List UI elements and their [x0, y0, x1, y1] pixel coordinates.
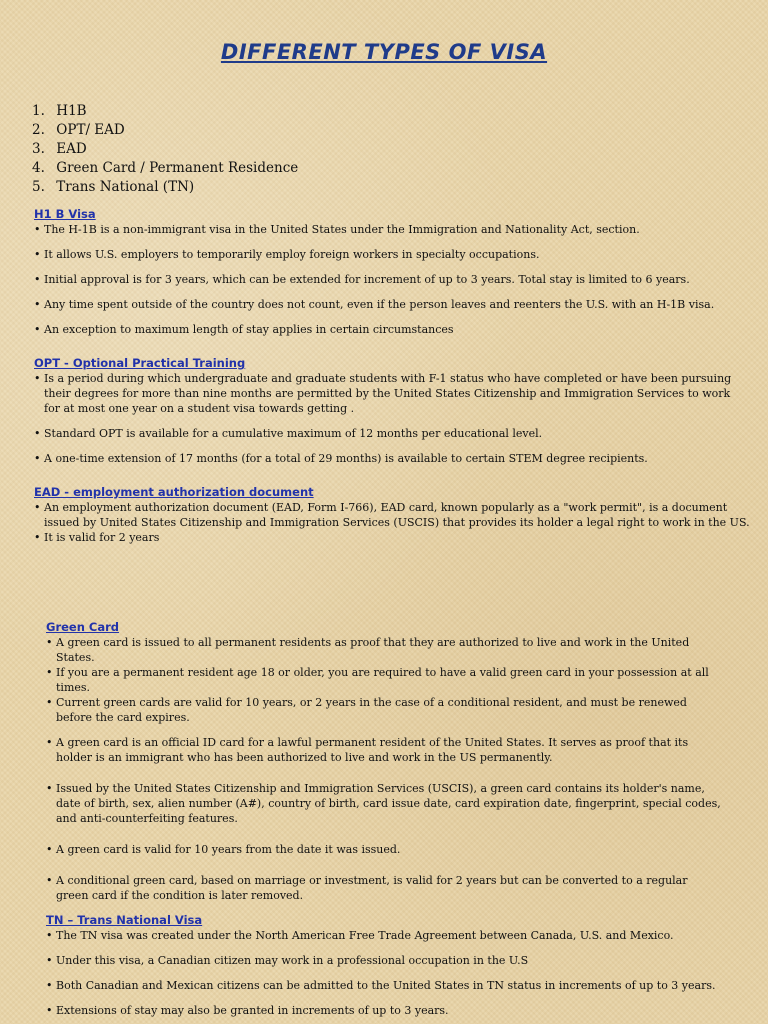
list-item: [32, 140, 298, 159]
h1b-bullet: • The H-1B is a non-immigrant visa in the United States under the Immigration and Nationality Act, section.: [34, 222, 750, 237]
tn-bullet: • Both Canadian and Mexican citizens can be admitted to the United States in TN status in increments of up to 3 years.: [46, 978, 736, 993]
tn-bullet: • The TN visa was created under the North American Free Trade Agreement between Canada, U.S. and Mexico.: [46, 928, 736, 943]
green-card-bullet: • Current green cards are valid for 10 years, or 2 years in the case of a conditional resident, and must be renewed before the card expires.: [46, 695, 722, 725]
h1b-heading: H1 B Visa: [34, 207, 96, 221]
list-item: [32, 121, 298, 140]
tn-bullet: • Under this visa, a Canadian citizen may work in a professional occupation in the U.S: [46, 953, 736, 968]
h1b-section: [34, 206, 750, 337]
green-card-bullet: • If you are a permanent resident age 18 or older, you are required to have a valid green card in your possession at all times.: [46, 665, 722, 695]
h1b-bullet: • An exception to maximum length of stay applies in certain circumstances: [34, 322, 750, 337]
visa-type-list: [32, 102, 298, 197]
list-item: [32, 178, 298, 197]
opt-bullet: • Standard OPT is available for a cumulative maximum of 12 months per educational level.: [34, 426, 746, 441]
list-number: 3.: [32, 141, 45, 157]
ead-section: [34, 484, 750, 545]
green-card-bullet: • Issued by the United States Citizenship and Immigration Services (USCIS), a green card contains its holder's name, date of birth, sex, alien number (A#), country of birth, card issue date, card expiration date, fingerprint, special codes, and anti-counterfeiting features.: [46, 781, 722, 826]
list-number: 5.: [32, 179, 45, 195]
tn-section: [46, 912, 736, 1018]
green-card-bullet: • A conditional green card, based on marriage or investment, is valid for 2 years but can be converted to a regular green card if the condition is later removed.: [46, 873, 722, 903]
list-item: [32, 159, 298, 178]
page-title: DIFFERENT TYPES OF VISA: [220, 40, 548, 64]
list-number: 4.: [32, 160, 45, 176]
ead-bullet: • It is valid for 2 years: [34, 530, 750, 545]
opt-bullet: • Is a period during which undergraduate and graduate students with F-1 status who have completed or have been pursuing their degrees for more than nine months are permitted by the United States Citizenship and Immigration Services to work for at most one year on a student visa towards getting .: [34, 371, 746, 416]
opt-bullet: • A one-time extension of 17 months (for a total of 29 months) is available to certain STEM degree recipients.: [34, 451, 746, 466]
ead-heading: EAD - employment authorization document: [34, 485, 314, 499]
green-card-heading: Green Card: [46, 620, 120, 634]
list-item: [32, 102, 298, 121]
tn-bullet: • Extensions of stay may also be granted in increments of up to 3 years.: [46, 1003, 736, 1018]
list-label: H1B: [56, 103, 87, 119]
h1b-bullet: • Any time spent outside of the country does not count, even if the person leaves and reenters the U.S. with an H-1B visa.: [34, 297, 750, 312]
green-card-bullet: • A green card is valid for 10 years from the date it was issued.: [46, 842, 722, 857]
list-label: Green Card / Permanent Residence: [56, 160, 299, 176]
list-number: 2.: [32, 122, 45, 138]
green-card-section: [46, 619, 722, 903]
opt-heading: OPT - Optional Practical Training: [34, 356, 246, 370]
list-label: OPT/ EAD: [56, 122, 125, 138]
tn-heading: TN – Trans National Visa: [46, 913, 203, 927]
list-label: Trans National (TN): [56, 179, 195, 195]
h1b-bullet: • Initial approval is for 3 years, which can be extended for increment of up to 3 years. Total stay is limited to 6 years.: [34, 272, 750, 287]
ead-bullet: • An employment authorization document (EAD, Form I-766), EAD card, known popularly as a "work permit", is a document issued by United States Citizenship and Immigration Services (USCIS) that provides its holder a legal right to work in the US.: [34, 500, 750, 530]
list-number: 1.: [32, 103, 45, 119]
green-card-bullet: • A green card is issued to all permanent residents as proof that they are authorized to live and work in the United States.: [46, 635, 722, 665]
list-label: EAD: [56, 141, 87, 157]
opt-section: [34, 355, 746, 466]
h1b-bullet: • It allows U.S. employers to temporarily employ foreign workers in specialty occupations.: [34, 247, 750, 262]
green-card-bullet: • A green card is an official ID card for a lawful permanent resident of the United States. It serves as proof that its holder is an immigrant who has been authorized to live and work in the US permanently.: [46, 735, 722, 765]
